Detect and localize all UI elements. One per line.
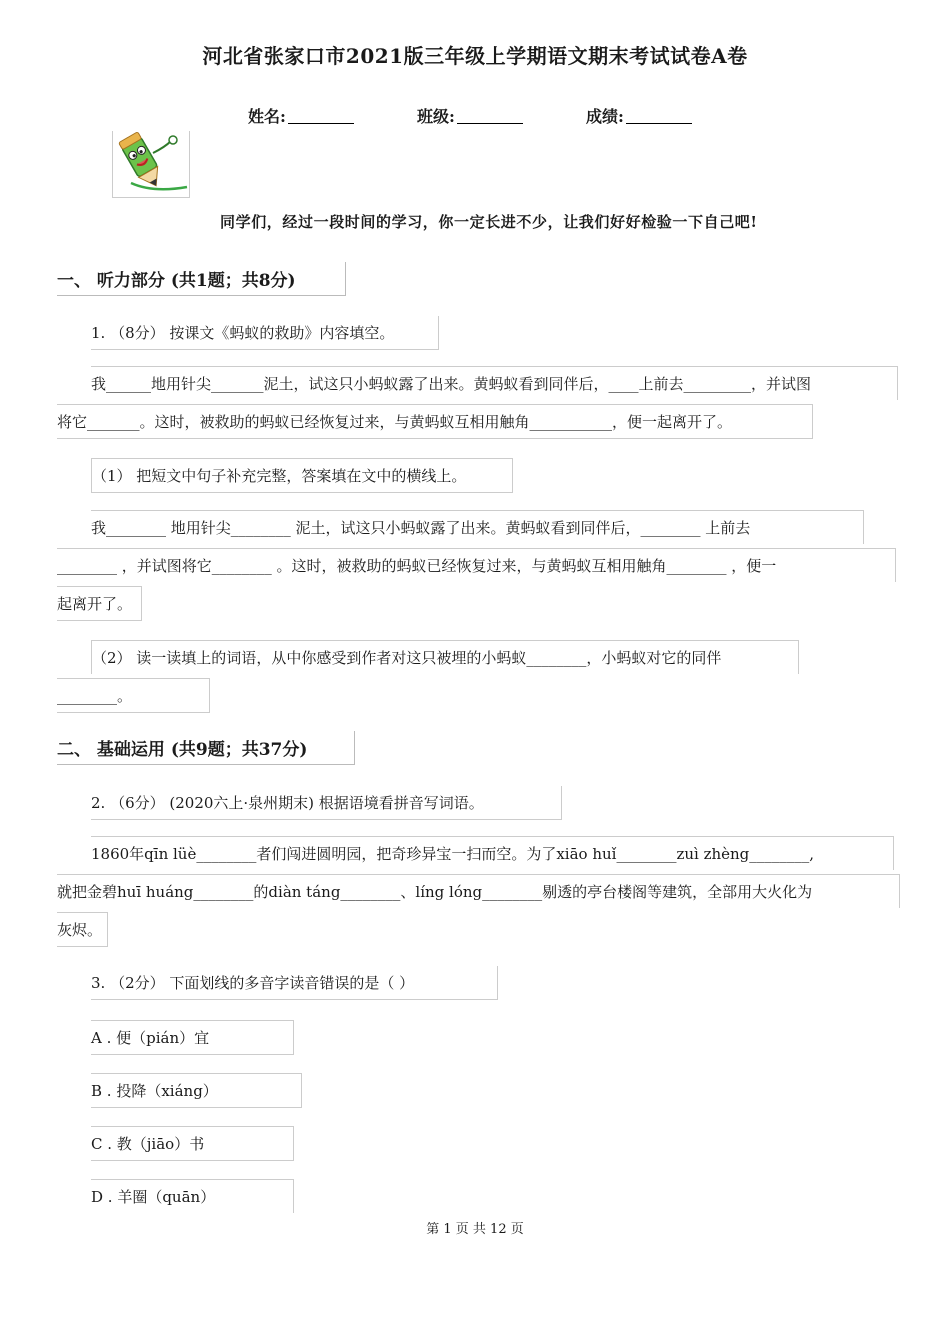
name-blank[interactable]: [288, 109, 354, 124]
class-field[interactable]: [417, 104, 523, 127]
question-1-stem: 1. （8分） 按课文《蚂蚁的救助》内容填空。: [91, 316, 439, 350]
q2-line-1[interactable]: 1860年qīn lüè________者们闯进圆明园，把奇珍异宝一扫而空。为了xiāo huǐ________zuì zhèng________,: [91, 836, 894, 870]
document-title: 河北省张家口市2021版三年级上学期语文期末考试试卷A卷: [202, 44, 748, 68]
q3-option-d[interactable]: D . 羊圈（quān）: [91, 1179, 294, 1213]
section-heading-basics: 二、 基础运用 (共9题；共37分): [57, 731, 355, 765]
q1-passage-line-2: 将它_______。这时，被救助的蚂蚁已经恢复过来，与黄蚂蚁互相用触角___________，便一起离开了。: [57, 404, 813, 439]
q1-passage-line-1: 我______地用针尖_______泥土，试这只小蚂蚁露了出来。黄蚂蚁看到同伴后，____上前去_________，并试图: [91, 366, 898, 400]
score-field[interactable]: [586, 104, 692, 127]
q1-sub2-line-1[interactable]: （2） 读一读填上的词语，从中你感受到作者对这只被埋的小蚂蚁________，小蚂蚁对它的同伴: [91, 640, 799, 674]
question-3-stem: 3. （2分） 下面划线的多音字读音错误的是（ ）: [91, 966, 498, 1000]
pencil-mascot-image: [112, 131, 190, 198]
section-heading-listening: 一、 听力部分 (共1题；共8分): [57, 262, 346, 296]
q2-line-3: 灰烬。: [57, 912, 108, 947]
class-blank[interactable]: [457, 109, 523, 124]
q1-sub1-instruction: （1） 把短文中句子补充完整，答案填在文中的横线上。: [91, 458, 513, 493]
q3-option-b[interactable]: B . 投降（xiáng）: [91, 1073, 302, 1108]
q1-sub1-line-3: 起离开了。: [57, 586, 142, 621]
question-2-stem: 2. （6分） (2020六上·泉州期末) 根据语境看拼音写词语。: [91, 786, 562, 820]
score-blank[interactable]: [626, 109, 692, 124]
q3-option-a[interactable]: A . 便（pián）宜: [91, 1020, 294, 1055]
score-label: 成绩:: [586, 107, 624, 126]
q2-line-2[interactable]: 就把金碧huī huáng________的diàn táng________、líng lóng________剔透的亭台楼阁等建筑，全部用大火化为: [57, 874, 900, 908]
q3-option-c[interactable]: C . 教（jiāo）书: [91, 1126, 294, 1161]
q1-sub1-line-2[interactable]: ________ ，并试图将它________ 。这时，被救助的蚂蚁已经恢复过来，与黄蚂蚁互相用触角________ ，便一: [57, 548, 896, 582]
q1-sub2-line-2[interactable]: ________。: [57, 678, 210, 713]
pencil-mascot-icon: [113, 131, 189, 197]
page-footer: 第 1 页 共 12 页: [426, 1222, 524, 1237]
greeting-text: 同学们，经过一段时间的学习，你一定长进不少，让我们好好检验一下自己吧!: [220, 213, 758, 231]
class-label: 班级:: [417, 107, 455, 126]
name-label: 姓名:: [248, 107, 286, 126]
name-field[interactable]: [248, 104, 354, 127]
q1-sub1-line-1[interactable]: 我________ 地用针尖________ 泥土，试这只小蚂蚁露了出来。黄蚂蚁看到同伴后，________ 上前去: [91, 510, 864, 544]
